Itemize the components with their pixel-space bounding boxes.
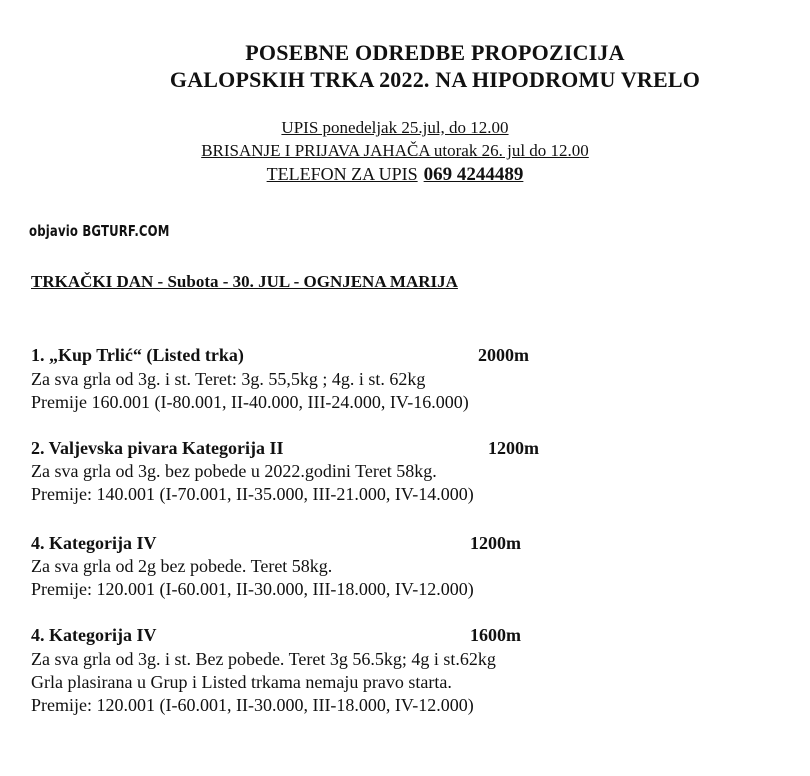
- upis-info: UPIS ponedeljak 25.jul, do 12.00: [281, 118, 509, 137]
- race-1-prizes: Premije 160.001 (I-80.001, II-40.000, III-24.000, IV-16.000): [31, 392, 469, 412]
- race-1-distance: 2000m: [478, 345, 529, 365]
- telefon-info: [0, 164, 790, 185]
- title-line-2: GALOPSKIH TRKA 2022. NA HIPODROMU VRELO: [169, 67, 701, 92]
- race-day-heading: TRKAČKI DAN - Subota - 30. JUL - OGNJENA MARIJA: [31, 272, 458, 291]
- race-4-distance: 1600m: [470, 625, 521, 645]
- brisanje-info: BRISANJE I PRIJAVA JAHAČA utorak 26. jul do 12.00: [201, 141, 589, 160]
- title-line-1: POSEBNE ODREDBE PROPOZICIJA: [245, 40, 625, 65]
- race-2-conditions: Za sva grla od 3g. bez pobede u 2022.godini Teret 58kg.: [31, 461, 437, 481]
- telefon-label: TELEFON ZA UPIS: [266, 164, 418, 184]
- race-3-conditions: Za sva grla od 2g bez pobede. Teret 58kg.: [31, 556, 333, 576]
- race-3-prizes: Premije: 120.001 (I-60.001, II-30.000, III-18.000, IV-12.000): [31, 579, 474, 599]
- race-1-title: 1. „Kup Trlić“ (Listed trka): [31, 345, 244, 365]
- race-2-title: 2. Valjevska pivara Kategorija II: [31, 438, 284, 458]
- race-2-prizes: Premije: 140.001 (I-70.001, II-35.000, III-21.000, IV-14.000): [31, 484, 474, 504]
- race-1-conditions: Za sva grla od 3g. i st. Teret: 3g. 55,5kg ; 4g. i st. 62kg: [31, 369, 426, 389]
- race-3-title: 4. Kategorija IV: [31, 533, 157, 553]
- race-4-title: 4. Kategorija IV: [31, 625, 157, 645]
- watermark: objavio BGTURF.COM: [29, 222, 170, 240]
- telefon-number: 069 4244489: [423, 164, 524, 185]
- race-4-conditions: Za sva grla od 3g. i st. Bez pobede. Teret 3g 56.5kg; 4g i st.62kg: [31, 649, 496, 669]
- race-2-distance: 1200m: [488, 438, 539, 458]
- race-3-distance: 1200m: [470, 533, 521, 553]
- race-4-prizes: Premije: 120.001 (I-60.001, II-30.000, III-18.000, IV-12.000): [31, 695, 474, 715]
- race-4-restriction: Grla plasirana u Grup i Listed trkama nemaju pravo starta.: [31, 672, 452, 692]
